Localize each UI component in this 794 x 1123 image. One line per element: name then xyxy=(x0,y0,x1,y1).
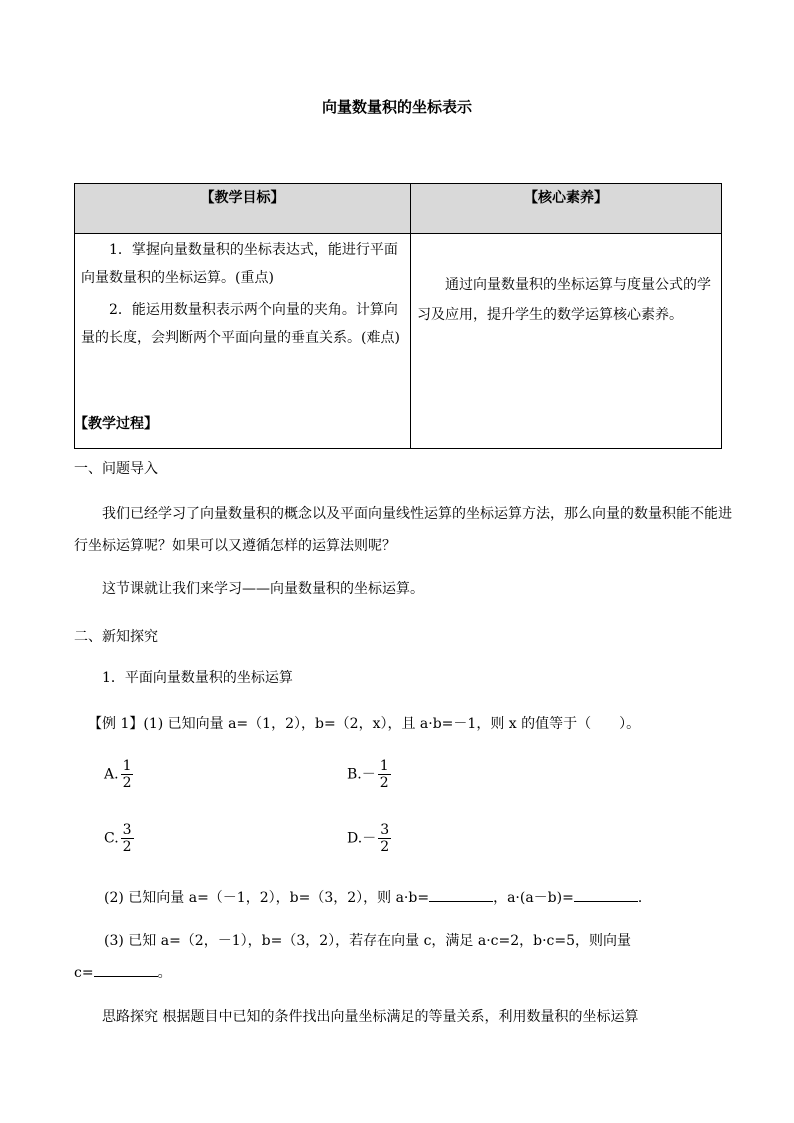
fraction: $\frac{3}{2}$ xyxy=(122,822,132,855)
process-heading: 【教学过程】 xyxy=(74,416,158,432)
thinking-paragraph: 思路探究 根据题目中已知的条件找出向量坐标满足的等量关系，利用数量积的坐标运算 xyxy=(102,1009,639,1025)
option-c: C. $\frac{3}{2}$ xyxy=(104,822,132,855)
section1-body-2 xyxy=(74,573,734,605)
answer-blank-2[interactable] xyxy=(574,887,638,902)
intro-paragraph: 我们已经学习了向量数量积的概念以及平面向量线性运算的坐标运算方法，那么向量的数量积能不能进行坐标运算呢？如果可以又遵循怎样的运算法则呢？ xyxy=(74,506,732,554)
goal-1: 1．掌握向量数量积的坐标表达式，能进行平面向量数量积的坐标运算。(重点) xyxy=(81,242,398,286)
goal-2: 2．能运用数量积表示两个向量的夹角。计算向量的长度，会判断两个平面向量的垂直关系。(难点) xyxy=(81,302,400,346)
section2-heading: 二、新知探究 xyxy=(74,629,158,645)
literacy-text: 通过向量数量积的坐标运算与度量公式的学习及应用，提升学生的数学运算核心素养。 xyxy=(417,277,711,323)
document-title: 向量数量积的坐标表示 xyxy=(321,98,472,116)
example-1-question-1 xyxy=(88,713,748,733)
option-d: D.－ $\frac{3}{2}$ xyxy=(347,822,390,855)
fraction: $\frac{3}{2}$ xyxy=(380,822,390,855)
section1-body xyxy=(74,498,734,562)
option-b: B.－ $\frac{1}{2}$ xyxy=(347,758,389,791)
teaching-goals-header: 【教学目标】 xyxy=(75,184,411,234)
fraction: $\frac{1}{2}$ xyxy=(379,758,389,791)
example-label: 【例 1】 xyxy=(88,716,144,732)
option-a: A. $\frac{1}{2}$ xyxy=(104,758,132,791)
section1-heading: 一、问题导入 xyxy=(74,461,158,477)
question-1-text: (1) 已知向量 a=（1，2），b=（2，x），且 a·b=－1，则 x 的值等于（ ）。 xyxy=(143,716,641,732)
question-3: (3) 已知 a=（2，－1），b=（3，2），若存在向量 c，满足 a·c=2，b·c=5，则向量 xyxy=(104,933,632,949)
fraction: $\frac{1}{2}$ xyxy=(122,758,132,791)
core-literacy-header: 【核心素养】 xyxy=(411,184,722,234)
subsection-title: 1．平面向量数量积的坐标运算 xyxy=(102,670,293,686)
answer-blank-1[interactable] xyxy=(429,887,493,902)
question-3-line-2: c= 。 xyxy=(74,962,734,982)
question-2: (2) 已知向量 a=（－1，2），b=（3，2），则 a·b= ，a·(a－b)= ． xyxy=(104,887,734,907)
answer-blank-3[interactable] xyxy=(94,962,158,977)
intro-paragraph-2: 这节课就让我们来学习——向量数量积的坐标运算。 xyxy=(102,581,424,597)
objectives-table xyxy=(74,183,722,449)
